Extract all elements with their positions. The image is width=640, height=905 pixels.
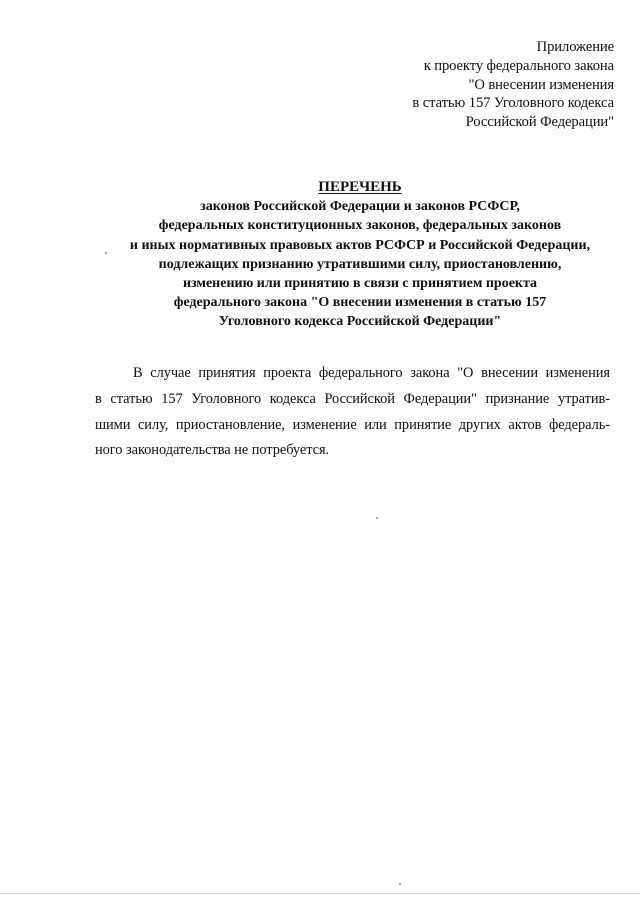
body-line: ного законодательства не потребуется.: [95, 442, 330, 459]
appendix-line: "О внесении изменения: [468, 76, 614, 93]
page-bottom-edge: [0, 893, 640, 894]
title-line: законов Российской Федерации и законов РСФСР,: [200, 199, 520, 215]
title-heading: ПЕРЕЧЕНЬ: [318, 179, 402, 195]
title-line: изменению или принятию в связи с принятием проекта: [182, 276, 538, 292]
title-line: подлежащих признанию утратившими силу, приостановлению,: [158, 256, 562, 272]
document-title: [80, 178, 640, 332]
title-line: федеральных конституционных законов, федеральных законов: [158, 218, 562, 234]
appendix-line: Российской Федерации": [465, 114, 614, 131]
body-line: в статью 157 Уголовного кодекса Российской Федерации" признание утратив-: [95, 390, 610, 407]
body-paragraph: [95, 361, 610, 464]
title-line: федерального закона "О внесении изменения в статью 157: [173, 295, 547, 311]
appendix-note: [412, 38, 614, 132]
title-line: Уголовного кодекса Российской Федерации": [218, 314, 502, 330]
title-line: и иных нормативных правовых актов РСФСР и Российской Федерации,: [129, 237, 591, 253]
scan-speck: [105, 252, 107, 254]
appendix-line: к проекту федерального закона: [423, 57, 614, 74]
scan-speck: [376, 517, 378, 519]
appendix-line: Приложение: [536, 39, 614, 55]
appendix-line: в статью 157 Уголовного кодекса: [412, 95, 614, 112]
scan-speck: [399, 883, 401, 885]
body-line: шими силу, приостановление, изменение или принятие других актов федераль-: [95, 416, 610, 433]
body-line: В случае принятия проекта федерального закона "О внесении изменения: [133, 365, 610, 381]
